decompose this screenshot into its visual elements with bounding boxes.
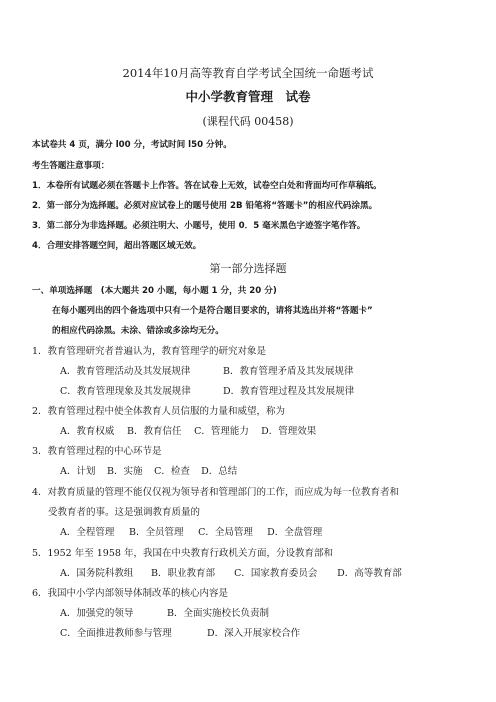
option: B．全面实施校长负责制 <box>167 608 270 619</box>
option: D．深入开展家校合作 <box>207 628 301 639</box>
option: A．国务院科教组 <box>60 568 134 579</box>
option: B．教育信任 <box>127 426 182 437</box>
exam-info: 本试卷共 4 页，满分 l00 分，考试时间 l50 分钟。 <box>32 140 232 150</box>
option: C．全局管理 <box>198 527 253 538</box>
option: C．教育管理现象及其发展规律 <box>60 386 191 397</box>
option-row <box>60 568 402 580</box>
exam-title: 中小学教育管理 试卷 <box>185 89 311 104</box>
exam-line: 2014年10月高等教育自学考试全国统一命题考试 <box>122 66 374 80</box>
option-row <box>60 426 316 438</box>
option: C．全面推进教师参与管理 <box>60 628 172 639</box>
option: D．管理效果 <box>261 426 317 437</box>
option: D．总结 <box>201 466 238 477</box>
option: C．管理能力 <box>194 426 249 437</box>
option: B．教育管理矛盾及其发展规律 <box>223 366 354 377</box>
option: A．全程管理 <box>60 527 115 538</box>
option-row <box>60 466 237 478</box>
option-row <box>60 366 354 378</box>
question-stem: 2．教育管理过程中使全体教育人员信服的力量和威望，称为 <box>32 406 286 417</box>
question-stem-continued: 受教育者的事。这是强调教育质量的 <box>48 507 201 518</box>
option-row <box>60 608 269 620</box>
option: C．检查 <box>154 466 190 477</box>
option-row <box>60 628 300 640</box>
question-stem: 1．教育管理研究者普遍认为，教育管理学的研究对象是 <box>32 346 267 357</box>
option-row <box>60 527 322 539</box>
section-heading: 一、单项选择题 (本大题共 20 小题，每小题 1 分，共 20 分) <box>32 286 277 296</box>
option: B．全员管理 <box>129 527 184 538</box>
option-row <box>60 386 354 398</box>
option: A．计划 <box>60 466 96 477</box>
option: B．职业教育部 <box>151 568 216 579</box>
option: A．教育管理活动及其发展规律 <box>60 366 191 377</box>
notice-item: 4．合理安排答题空间，超出答题区域无效。 <box>32 241 202 251</box>
section-instruction: 的相应代码涂黑。未涂、错涂或多涂均无分。 <box>52 326 224 336</box>
question-stem: 5．1952 年至 1958 年，我国在中央教育行政机关方面，分设教育部和 <box>32 548 333 559</box>
option: D．教育管理过程及其发展规律 <box>223 386 355 397</box>
notice-item: 2．第一部分为选择题。必须对应试卷上的题号使用 2B 铅笔将“答题卡”的相应代码涂黑。 <box>32 201 378 211</box>
question-stem: 3．教育管理过程的中心环节是 <box>32 446 162 457</box>
option: D．全盘管理 <box>267 527 323 538</box>
option: C．国家教育委员会 <box>234 568 318 579</box>
part-title: 第一部分选择题 <box>209 262 287 275</box>
option: A．加强党的领导 <box>60 608 134 619</box>
notice-item: 1．本卷所有试题必须在答题卡上作答。答在试卷上无效，试卷空白处和背面均可作草稿纸。 <box>32 181 382 191</box>
option: B．实施 <box>107 466 143 477</box>
option: D．高等教育部 <box>337 568 402 579</box>
notice-heading: 考生答题注意事项： <box>32 161 110 171</box>
section-instruction: 在每小题列出的四个备选项中只有一个是符合题目要求的，请将其选出并将“答题卡” <box>52 306 373 316</box>
option: A．教育权威 <box>60 426 115 437</box>
question-stem: 4．对教育质量的管理不能仅仅视为领导者和管理部门的工作，而应成为每一位教育者和 <box>32 487 400 498</box>
course-code: (课程代码 00458) <box>202 115 294 128</box>
question-stem: 6．我国中小学内部领导体制改革的核心内容是 <box>32 588 229 599</box>
notice-item: 3．第二部分为非选择题。必须注明大、小题号，使用 0．5 毫米黑色字迹签字笔作答。 <box>32 221 366 231</box>
